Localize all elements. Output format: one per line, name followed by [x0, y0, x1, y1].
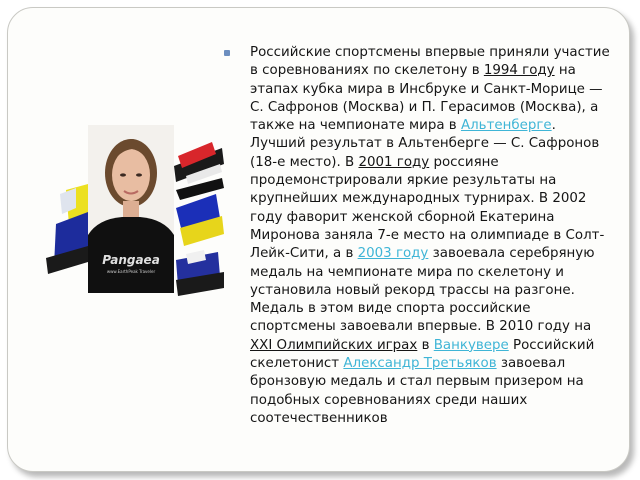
paragraph-link[interactable]: 1994 году [483, 63, 555, 79]
paragraph-link[interactable]: 2001 году [358, 154, 430, 170]
bullet-marker [224, 50, 230, 56]
athlete-portrait-photo [88, 125, 174, 293]
paragraph-text: завоевала серебряную медаль на чемпионате мира по скелетону и установила новый рекорд трассы на разгоне. Медаль в этом виде спорта российские спортсмены завоевали впервые. В 2010 году на [250, 246, 595, 335]
paragraph-text: на этапах кубка мира в Инсбруке и Санкт-Морице — С. Сафронов (Москва) и П. Герасимов (Москва), а также на чемпионате мира в [250, 63, 603, 134]
slide [7, 7, 630, 472]
paragraph-link[interactable]: Александр Третьяков [343, 356, 497, 372]
shirt-logo-subtext: www.EarthPeak Traveler [106, 269, 156, 274]
paragraph-text: Российские спортсмены впервые приняли участие в соревнованиях по скелетону в [250, 45, 610, 79]
paragraph-text: завоевал бронзовую медаль и стал первым призером на подобных соревнованиях среди наших соотечественников [250, 356, 584, 426]
paragraph-link[interactable]: Альтенберге [460, 118, 552, 134]
athlete-top-black [176, 178, 224, 200]
paragraph-link[interactable]: 2003 году [357, 246, 429, 262]
paragraph-text: Российский скелетонист [250, 337, 595, 372]
paragraph-text: . Лучший результат в Альтенберге — С. Сафронов (18-е место). В [250, 118, 600, 170]
paragraph-text: в [417, 337, 434, 353]
paragraph-link[interactable]: Ванкувере [433, 337, 509, 353]
paragraph-link[interactable]: XXI Олимпийских играх [250, 337, 418, 353]
main-paragraph [238, 44, 612, 428]
main-text-block [238, 44, 612, 428]
paragraph-text: россияне продемонстрировали яркие результаты на крупнейших международных турнирах. В 2002 году фаворит женской сборной Екатерина Миронова заняла 7-е место на олимпиаде в Солт-Лейк-Сити, а в [250, 154, 605, 262]
shirt-logo: Pangaea [102, 253, 160, 267]
portrait-drawing [88, 125, 174, 293]
